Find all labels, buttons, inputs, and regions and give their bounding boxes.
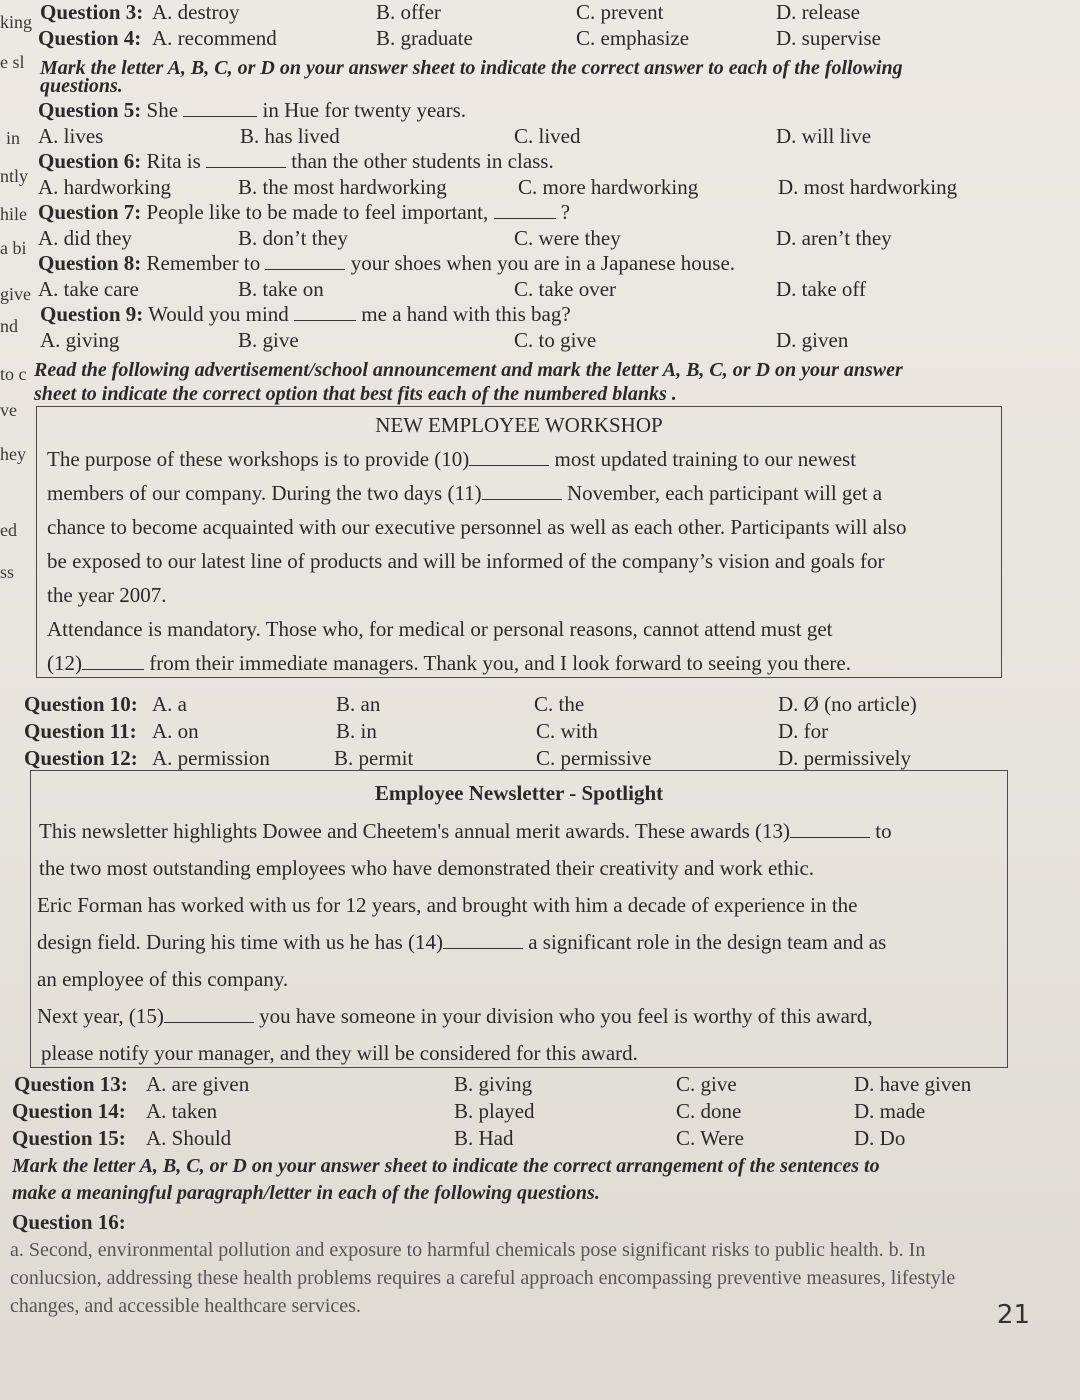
answer-blank (82, 653, 144, 670)
option-c: C. take over (514, 277, 617, 301)
newsletter-box (30, 770, 1008, 1068)
question-16-label: Question 16: (12, 1210, 126, 1234)
margin-fragment: a bi (0, 238, 27, 258)
question-label: Question 8: (38, 251, 142, 275)
text: This newsletter highlights Dowee and Cheetem's annual merit awards. These awards (13) (39, 819, 791, 843)
option-a: A. are given (146, 1072, 250, 1096)
option-d: D. for (778, 719, 829, 743)
answer-blank (206, 151, 286, 168)
instruction-line: Read the following advertisement/school announcement and mark the letter A, B, C, or D on your answer (34, 359, 903, 381)
option-c: C. the (534, 692, 585, 716)
text: design field. During his time with us he has (14) (37, 930, 443, 954)
stem-text: People like to be made to feel important, (146, 200, 489, 224)
question-12 (0, 746, 1080, 772)
question-label: Question 3: (40, 0, 144, 24)
text: from their immediate managers. Thank you, and I look forward to seeing you there. (149, 651, 851, 675)
stem-text: Remember to (146, 251, 261, 275)
option-b: B. give (238, 328, 299, 352)
question-9-stem (40, 302, 571, 326)
question-label: Question 13: (14, 1072, 128, 1096)
option-d: D. will live (776, 124, 872, 148)
answer-blank (183, 100, 257, 117)
newsletter-title: Employee Newsletter - Spotlight (374, 781, 664, 805)
question-label: Question 5: (38, 98, 142, 122)
stem-text: in Hue for twenty years. (262, 98, 467, 122)
announcement-line (47, 447, 856, 472)
text: to (875, 819, 892, 843)
text: Next year, (15) (37, 1004, 164, 1028)
margin-fragment: hey (0, 444, 26, 464)
option-c: C. emphasize (576, 26, 690, 50)
answer-blank (790, 821, 870, 838)
text: a significant role in the design team and as (528, 930, 887, 954)
newsletter-line (37, 1004, 873, 1029)
stem-text: than the other students in class. (291, 149, 554, 173)
option-c: C. to give (514, 328, 597, 352)
stem-text: She (146, 98, 179, 122)
newsletter-line (37, 930, 886, 955)
option-d: D. supervise (776, 26, 881, 50)
question-4 (0, 26, 1080, 52)
option-b: B. an (336, 692, 381, 716)
option-a: A. permission (152, 746, 270, 770)
question-6-stem (38, 149, 554, 173)
text: The purpose of these workshops is to provide (10) (47, 447, 470, 471)
stem-text: ? (560, 200, 571, 224)
option-c: C. with (536, 719, 598, 743)
answer-blank (294, 304, 356, 321)
answer-blank (265, 253, 345, 270)
answer-blank (164, 1006, 254, 1023)
question-15 (0, 1126, 1080, 1152)
option-a: A. giving (40, 328, 120, 352)
question-label: Question 11: (24, 719, 137, 743)
option-c: C. permissive (536, 746, 652, 770)
stem-text: your shoes when you are in a Japanese house. (350, 251, 736, 275)
option-d: D. Ø (no article) (778, 692, 917, 716)
option-c: C. give (676, 1072, 737, 1096)
option-a: A. taken (146, 1099, 218, 1123)
option-a: A. on (152, 719, 199, 743)
question-5-stem (38, 98, 466, 122)
option-c: C. done (676, 1099, 742, 1123)
workshop-announcement-box (36, 406, 1002, 678)
margin-fragment: ntly (0, 166, 29, 186)
option-c: C. more hardworking (518, 175, 699, 199)
option-b: B. played (454, 1099, 535, 1123)
option-a: A. a (152, 692, 187, 716)
text: (12) (47, 651, 82, 675)
newsletter-line: please notify your manager, and they will be considered for this award. (41, 1041, 638, 1065)
announcement-line (47, 651, 851, 676)
option-d: D. Do (854, 1126, 906, 1150)
newsletter-line: an employee of this company. (37, 967, 289, 991)
margin-fragment: hile (0, 204, 27, 224)
question-7-stem (38, 200, 570, 224)
margin-fragment: ss (0, 562, 15, 582)
margin-fragment: give (0, 284, 31, 304)
margin-fragment: nd (0, 316, 18, 336)
option-b: B. giving (454, 1072, 533, 1096)
option-d: D. most hardworking (778, 175, 958, 199)
option-b: B. permit (334, 746, 414, 770)
question-8-options (0, 277, 1080, 303)
page-number: 21 (996, 1300, 1030, 1330)
answer-blank (443, 932, 523, 949)
announcement-line: Attendance is mandatory. Those who, for medical or personal reasons, cannot attend must get (47, 617, 833, 641)
question-label: Question 6: (38, 149, 142, 173)
option-c: C. were they (514, 226, 621, 250)
question-label: Question 12: (24, 746, 138, 770)
margin-fragment: to c (0, 364, 27, 384)
option-d: D. have given (854, 1072, 972, 1096)
option-b: B. take on (238, 277, 324, 301)
option-b: B. graduate (376, 26, 473, 50)
announcement-line: be exposed to our latest line of products and will be informed of the company’s vision and goals for (47, 549, 885, 573)
question-label: Question 7: (38, 200, 142, 224)
question-16-text: a. Second, environmental pollution and exposure to harmful chemicals pose significant risks to public health. b. In conlucsion, addressing these health problems requires a careful approach encompassing preventive measures, lifestyle changes, and accessible healthcare services. (10, 1239, 956, 1317)
announcement-line (47, 481, 882, 506)
question-10 (0, 692, 1080, 718)
option-a: A. Should (146, 1126, 232, 1150)
question-11 (0, 719, 1080, 745)
text: November, each participant will get a (566, 481, 883, 505)
option-c: C. lived (514, 124, 581, 148)
instruction-line: Mark the letter A, B, C, or D on your answer sheet to indicate the correct answer to each of the following (40, 57, 903, 79)
option-b: B. Had (454, 1126, 514, 1150)
stem-text: Rita is (146, 149, 201, 173)
margin-fragment: ve (0, 400, 17, 420)
margin-fragment: e sl (0, 52, 25, 72)
option-a: A. destroy (152, 0, 240, 24)
question-3 (0, 0, 1080, 26)
margin-fragment: ed (0, 520, 17, 540)
option-b: B. in (336, 719, 377, 743)
option-c: C. prevent (576, 0, 664, 24)
answer-blank (469, 449, 549, 466)
option-a: A. lives (38, 124, 104, 148)
option-d: D. release (776, 0, 860, 24)
question-13 (0, 1072, 1080, 1098)
option-a: A. hardworking (38, 175, 171, 199)
stem-text: me a hand with this bag? (361, 302, 571, 326)
option-c: C. Were (676, 1126, 744, 1150)
option-b: B. don’t they (238, 226, 348, 250)
instruction-line: Mark the letter A, B, C, or D on your answer sheet to indicate the correct arrangement of the sentences to (12, 1155, 880, 1177)
stem-text: Would you mind (148, 302, 289, 326)
option-d: D. take off (776, 277, 866, 301)
question-5-options (0, 124, 1080, 150)
question-14 (0, 1099, 1080, 1125)
option-b: B. the most hardworking (238, 175, 447, 199)
question-6-options (0, 175, 1080, 201)
question-label: Question 4: (38, 26, 142, 50)
option-a: A. recommend (152, 26, 277, 50)
question-label: Question 10: (24, 692, 138, 716)
option-d: D. aren’t they (776, 226, 892, 250)
option-a: A. did they (38, 226, 132, 250)
newsletter-line: Eric Forman has worked with us for 12 years, and brought with him a decade of experience in the (37, 893, 858, 917)
margin-fragment: in (6, 128, 21, 148)
option-d: D. given (776, 328, 849, 352)
announcement-line: the year 2007. (47, 583, 167, 607)
text: you have someone in your division who you feel is worthy of this award, (259, 1004, 873, 1028)
announcement-title: NEW EMPLOYEE WORKSHOP (375, 413, 663, 437)
question-label: Question 14: (12, 1099, 126, 1123)
newsletter-line (39, 819, 892, 844)
answer-blank (482, 483, 562, 500)
question-label: Question 15: (12, 1126, 126, 1150)
question-label: Question 9: (40, 302, 144, 326)
instruction-line: sheet to indicate the correct option that best fits each of the numbered blanks . (34, 383, 677, 405)
instruction-line: questions. (40, 75, 123, 97)
instruction-line: make a meaningful paragraph/letter in each of the following questions. (12, 1182, 600, 1204)
option-a: A. take care (38, 277, 139, 301)
option-b: B. offer (376, 0, 441, 24)
margin-fragment: king (0, 12, 33, 32)
question-8-stem (38, 251, 735, 275)
announcement-line: chance to become acquainted with our executive personnel as well as each other. Participants will also (47, 515, 907, 539)
option-d: D. permissively (778, 746, 911, 770)
text: members of our company. During the two days (11) (47, 481, 482, 505)
answer-blank (494, 202, 556, 219)
question-9-options (0, 328, 1080, 354)
question-7-options (0, 226, 1080, 252)
newsletter-line: the two most outstanding employees who have demonstrated their creativity and work ethic. (39, 856, 815, 880)
option-d: D. made (854, 1099, 926, 1123)
text: most updated training to our newest (554, 447, 857, 471)
option-b: B. has lived (240, 124, 340, 148)
